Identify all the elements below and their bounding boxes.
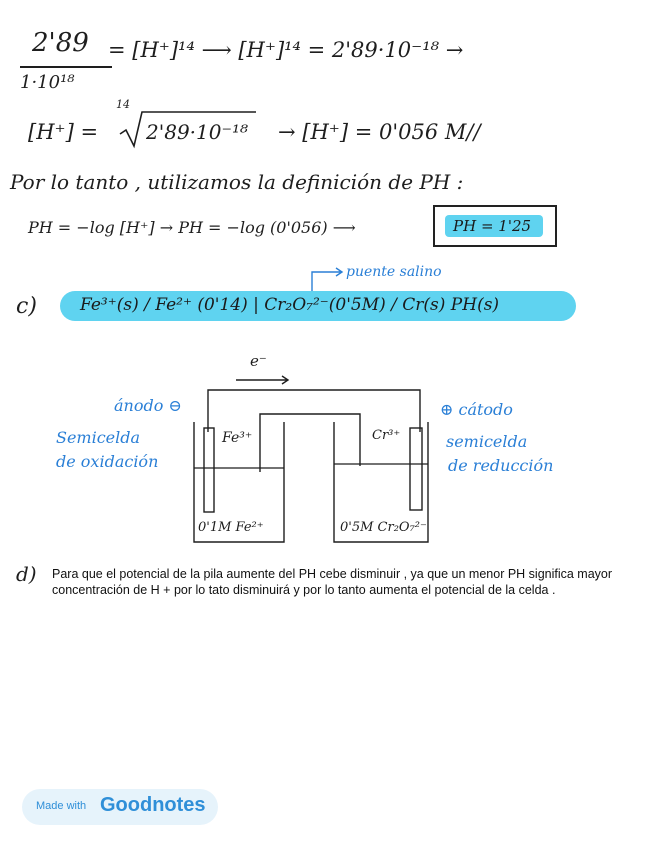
result-box xyxy=(433,205,557,247)
fraction-bar xyxy=(20,66,112,68)
salt-bridge xyxy=(260,414,360,472)
cathode-title: ⊕ cátodo xyxy=(440,400,513,419)
anode-title: ánodo ⊖ xyxy=(114,396,182,415)
fraction-denominator: 1·10¹⁸ xyxy=(20,72,75,93)
part-c-label: c) xyxy=(16,294,37,319)
part-d-text: Para que el potencial de la pila aumente del PH cebe disminuir , ya que un menor PH significa mayor concentración de H + por lo tato disminuirá y por lo tanto aumenta el potencial de la celda . xyxy=(52,567,613,597)
badge-brand: Goodnotes xyxy=(100,794,206,816)
equation-2-left: [H⁺] = xyxy=(28,120,99,144)
right-electrode xyxy=(410,428,422,510)
result-text: PH = 1'25 xyxy=(453,217,532,235)
left-solution-label: 0'1M Fe²⁺ xyxy=(198,520,264,535)
equation-2-right: → [H⁺] = 0'056 M// xyxy=(278,120,481,144)
external-wire xyxy=(208,390,420,432)
anode-desc-1: Semicelda xyxy=(56,428,141,447)
cathode-desc-2: de reducción xyxy=(448,456,554,475)
equation-3-text: PH = −log [H⁺] → PH = −log (0'056) ⟶ xyxy=(28,218,356,237)
salt-bridge-label: puente salino xyxy=(346,264,442,280)
radicand: 2'89·10⁻¹⁸ xyxy=(146,120,249,144)
badge-made-with: Made with xyxy=(36,800,87,812)
goodnotes-badge[interactable] xyxy=(22,789,218,825)
sentence-text: Por lo tanto , utilizamos la definición de PH : xyxy=(10,170,464,194)
anode-desc-2: de oxidación xyxy=(56,452,159,471)
cathode-desc-1: semicelda xyxy=(446,432,528,451)
electron-label: e⁻ xyxy=(250,352,267,370)
cell-notation: Fe³⁺(s) / Fe²⁺ (0'14) | Cr₂O₇²⁻(0'5M) / Cr(s) PH(s) xyxy=(80,295,500,315)
right-electrode-label: Cr³⁺ xyxy=(372,428,401,443)
right-solution-label: 0'5M Cr₂O₇²⁻ xyxy=(340,520,427,535)
equation-1-text: = [H⁺]¹⁴ ⟶ [H⁺]¹⁴ = 2'89·10⁻¹⁸ → xyxy=(108,38,464,62)
fraction-numerator: 2'89 xyxy=(32,28,89,58)
part-d-label: d) xyxy=(16,562,37,586)
left-electrode xyxy=(204,428,214,512)
root-index: 14 xyxy=(116,98,130,111)
left-electrode-label: Fe³⁺ xyxy=(222,430,253,446)
electron-arrow-icon xyxy=(236,376,288,384)
